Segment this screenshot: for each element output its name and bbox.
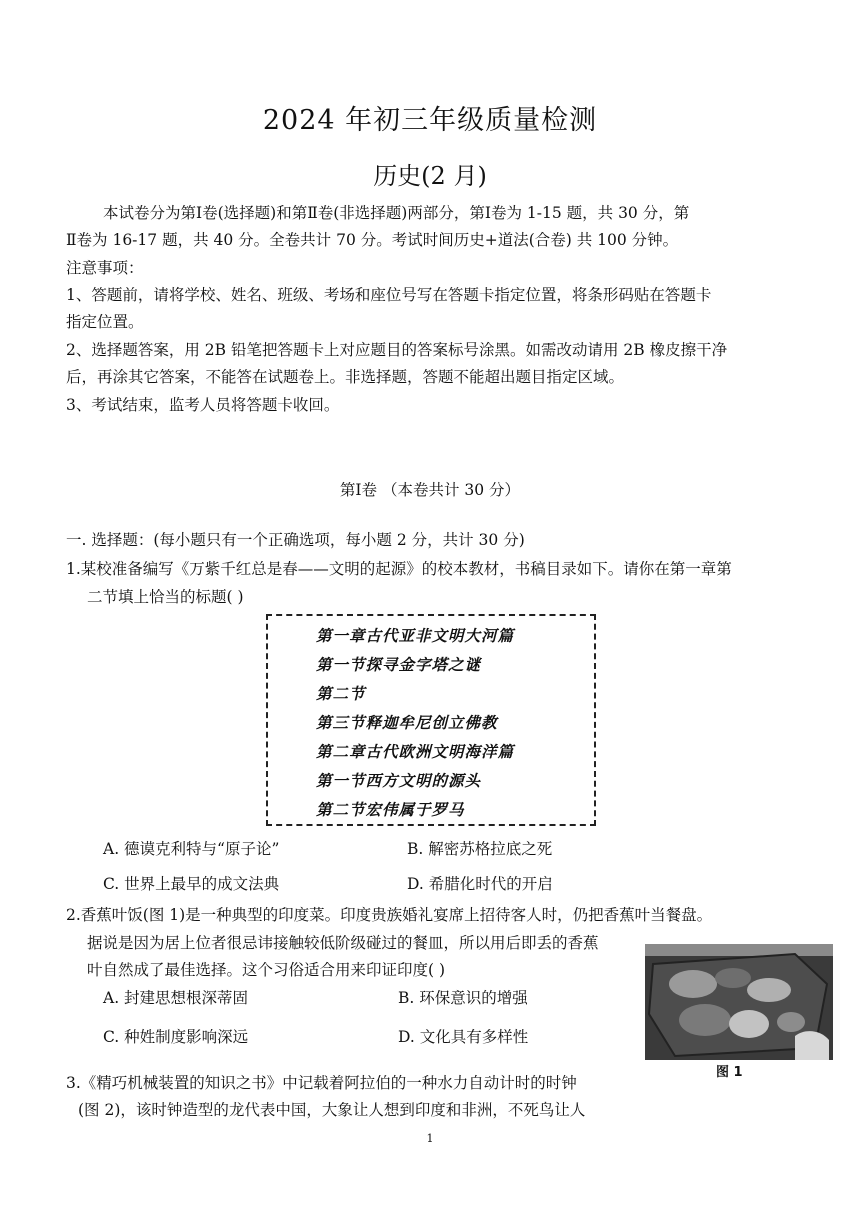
q1-stem-line-2: 二节填上恰当的标题( ) [87,588,244,606]
banana-leaf-rice-image [645,944,833,1060]
notes-heading: 注意事项： [66,259,144,277]
q1-stem-line-1: 1.某校准备编写《万紫千红总是春——文明的起源》的校本教材，书稿目录如下。请你在第一章第 [66,560,732,578]
q3-stem-line-2: (图 2)，该时钟造型的龙代表中国，大象让人想到印度和非洲，不死鸟让人 [78,1101,586,1119]
intro-line-2: Ⅱ卷为 16-17 题，共 40 分。全卷共计 70 分。考试时间历史+道法(合卷) 共 100 分钟。 [66,231,679,249]
q2-option-a: A. 封建思想根深蒂固 [103,989,249,1007]
figure-1-label: 图 1 [716,1065,743,1080]
q1-option-a: A. 德谟克利特与“原子论” [103,840,280,858]
q2-stem-line-1: 2.香蕉叶饭(图 1)是一种典型的印度菜。印度贵族婚礼宴席上招待客人时，仍把香蕉叶当餐盘。 [66,906,713,924]
q1-option-c: C. 世界上最早的成文法典 [103,875,280,893]
page-title: 2024 年初三年级质量检测 [262,105,598,136]
notes-item-3: 3、考试结束，监考人员将答题卡收回。 [66,396,340,414]
notes-item-2-line-2: 后，再涂其它答案，不能答在试题卷上。非选择题，答题不能超出题目指定区域。 [66,368,625,386]
toc-line-1: 第一章古代亚非文明大河篇 [316,626,515,645]
notes-item-1-line-1: 1、答题前，请将学校、姓名、班级、考场和座位号写在答题卡指定位置，将条形码贴在答题卡 [66,286,712,304]
toc-line-6: 第一节西方文明的源头 [316,771,482,790]
notes-item-1-line-2: 指定位置。 [66,313,144,331]
page-subtitle: 历史(2 月) [373,162,487,190]
toc-line-5: 第二章古代欧洲文明海洋篇 [316,742,515,761]
toc-line-4: 第三节释迦牟尼创立佛教 [316,713,498,732]
toc-line-2: 第一节探寻金字塔之谜 [316,655,482,674]
intro-line-1: 本试卷分为第Ⅰ卷(选择题)和第Ⅱ卷(非选择题)两部分，第Ⅰ卷为 1-15 题，共 30 分，第 [103,204,690,222]
q2-stem-line-3: 叶自然成了最佳选择。这个习俗适合用来印证印度( ) [87,961,446,979]
section-heading: 第Ⅰ卷 （本卷共计 30 分） [339,481,521,499]
q1-option-b: B. 解密苏格拉底之死 [407,840,553,858]
q2-option-d: D. 文化具有多样性 [398,1028,529,1046]
toc-line-7: 第二节宏伟属于罗马 [316,800,465,819]
q1-table-of-contents-box [266,614,596,826]
q2-stem-line-2: 据说是因为居上位者很忌讳接触较低阶级碰过的餐皿，所以用后即丢的香蕉 [87,934,599,952]
part-heading: 一. 选择题：(每小题只有一个正确选项，每小题 2 分，共计 30 分) [66,531,525,549]
q1-option-d: D. 希腊化时代的开启 [407,875,553,893]
q2-option-c: C. 种姓制度影响深远 [103,1028,249,1046]
q2-option-b: B. 环保意识的增强 [398,989,528,1007]
banana-leaf-rice-photo [645,944,833,1060]
page-number: 1 [426,1132,434,1145]
toc-line-3: 第二节 [316,684,366,703]
q3-stem-line-1: 3.《精巧机械装置的知识之书》中记载着阿拉伯的一种水力自动计时的时钟 [66,1074,577,1092]
notes-item-2-line-1: 2、选择题答案，用 2B 铅笔把答题卡上对应题目的答案标号涂黑。如需改动请用 2B 橡皮擦干净 [66,341,728,359]
